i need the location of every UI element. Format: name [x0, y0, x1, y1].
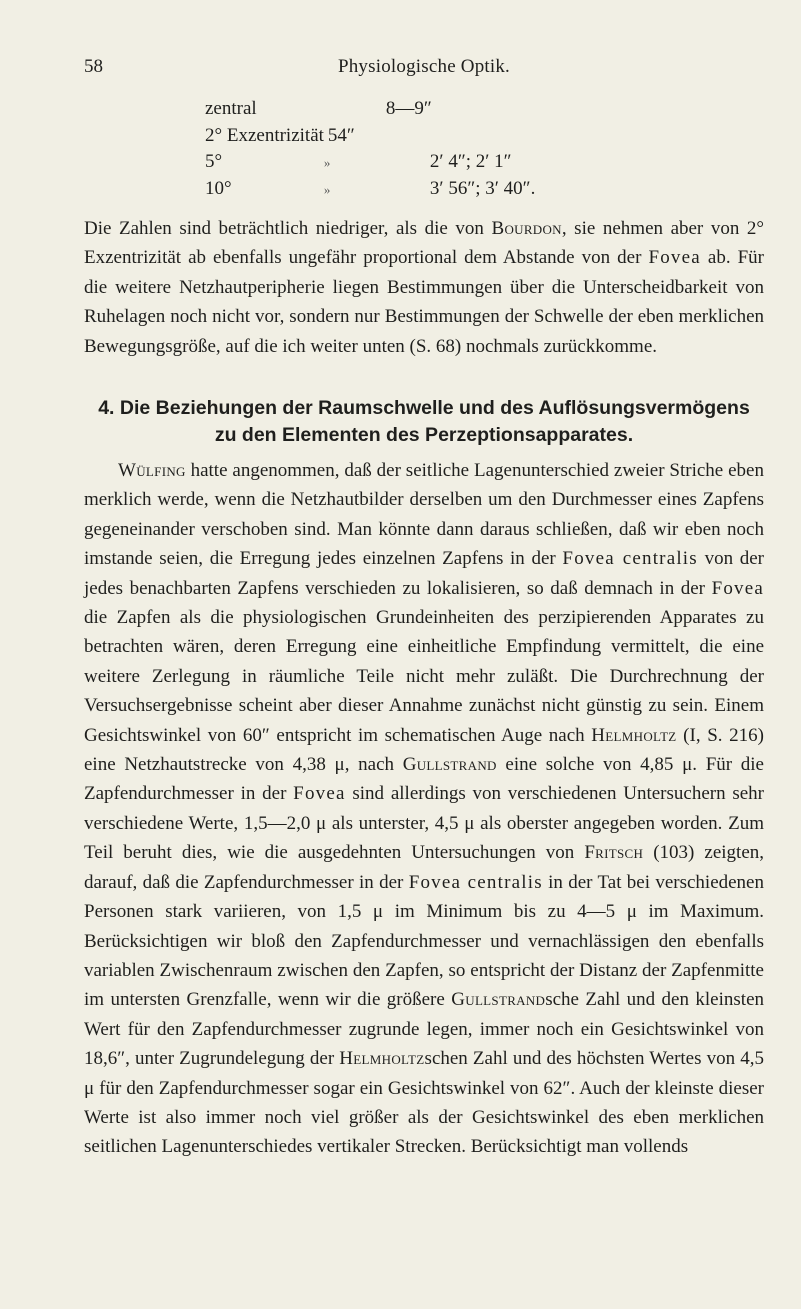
row-label: 2° Exzentrizität	[205, 124, 324, 146]
author-wuelfing: Wülfing	[118, 460, 186, 481]
row-label: 10°	[205, 177, 232, 199]
row-label: zentral	[205, 98, 257, 120]
term-fovea-centralis: Fovea centralis	[562, 548, 698, 570]
table-row	[205, 176, 562, 203]
author-helmholtz: Helmholtz	[591, 724, 677, 746]
running-head: Physiologische Optik.	[337, 56, 511, 77]
term-fovea: Fovea	[711, 577, 764, 599]
author-bourdon: Bourdon	[491, 218, 562, 239]
table-row	[205, 149, 562, 176]
term-fovea-centralis: Fovea centralis	[408, 871, 543, 893]
values-table	[205, 96, 562, 202]
table-row	[205, 96, 562, 123]
term-fovea: Fovea	[648, 247, 701, 269]
author-gullstrand: Gullstrand	[402, 754, 497, 776]
author-helmholtz: Helmholtz	[339, 1048, 425, 1070]
term-fovea: Fovea	[293, 783, 346, 805]
page-header	[84, 56, 764, 82]
author-gullstrand: Gullstrand	[451, 989, 546, 1011]
table-row	[205, 123, 562, 150]
row-dots: » 2′ 4″; 2′ 1″	[323, 151, 512, 173]
author-fritsch: Fritsch	[584, 842, 644, 864]
row-label: 5°	[205, 151, 223, 173]
section-heading: 4. Die Beziehungen der Raumschwelle und des Auflösungsvermögens zu den Elementen des Perzeptionsapparates.	[98, 397, 750, 446]
paragraph-zahlen: Die Zahlen sind beträchtlich niedriger, als die von Bourdon, sie nehmen aber von 2° Exzentrizität ab ebenfalls ungefähr proportional dem Abstande von der Fovea ab. Für die weitere Netzhautperipherie liegen Bestimmungen über die Unterscheidbarkeit von Ruhelagen noch nicht vor, sondern nur Bestimmungen der Schwelle der eben merklichen Bewegungsgröße, auf die ich weiter unten (S. 68) nochmals zurückkomme.	[84, 218, 765, 357]
row-dots: 8—9″	[385, 98, 432, 120]
row-dots: 54″	[327, 124, 355, 146]
page-number: 58	[84, 56, 103, 77]
row-dots: » 3′ 56″; 3′ 40″.	[323, 177, 536, 199]
paragraph-wuelfing: Wülfing hatte angenommen, daß der seitliche Lagenunterschied zweier Striche eben merklich werde, wenn die Netzhautbilder derselben um den Durchmesser eines Zapfens gegeneinander verschoben sind. Man könnte dann daraus schließen, daß wir eben noch imstande seien, die Erregung jedes einzelnen Zapfens in der Fovea centralis von der jedes benachbarten Zapfens verschieden zu lokalisieren, so daß demnach in der Fovea die Zapfen als die physiologischen Grundeinheiten des perzipierenden Apparates zu betrachten wären, deren Erregung eine einheitliche Empfindung vermittelt, die eine weitere Zerlegung in räumliche Teile nicht mehr zuläßt. Die Durchrechnung der Versuchsergebnisse scheint aber dieser Annahme zunächst nicht günstig zu sein. Einem Gesichtswinkel von 60″ entspricht im schematischen Auge nach Helmholtz (I, S. 216) eine Netzhautstrecke von 4,38 μ, nach Gullstrand eine solche von 4,85 μ. Für die Zapfendurchmesser in der Fovea sind allerdings von verschiedenen Untersuchern sehr verschiedene Werte, 1,5—2,0 μ als unterster, 4,5 μ als oberster angegeben worden. Zum Teil beruht dies, wie die ausgedehnten Untersuchungen von Fritsch (103) zeigten, darauf, daß die Zapfendurchmesser in der Fovea centralis in der Tat bei verschiedenen Personen stark variieren, von 1,5 μ im Minimum bis zu 4—5 μ im Maximum. Berücksichtigen wir bloß den Zapfendurchmesser und vernachlässigen den ebenfalls variablen Zwischenraum zwischen den Zapfen, so entspricht der Distanz der Zapfenmitte im untersten Grenzfalle, wenn wir die größere Gullstrandsche Zahl und den kleinsten Wert für den Zapfendurchmesser zugrunde legen, immer noch ein Gesichtswinkel von 18,6″, unter Zugrundelegung der Helmholtzschen Zahl und des höchsten Wertes von 4,5 μ für den Zapfendurchmesser sogar ein Gesichtswinkel von 62″. Auch der kleinste dieser Werte ist also immer noch viel größer als der Gesichtswinkel des eben merklichen seitlichen Lagenunterschiedes vertikaler Strecken. Berücksichtigt man vollends	[84, 460, 764, 1158]
